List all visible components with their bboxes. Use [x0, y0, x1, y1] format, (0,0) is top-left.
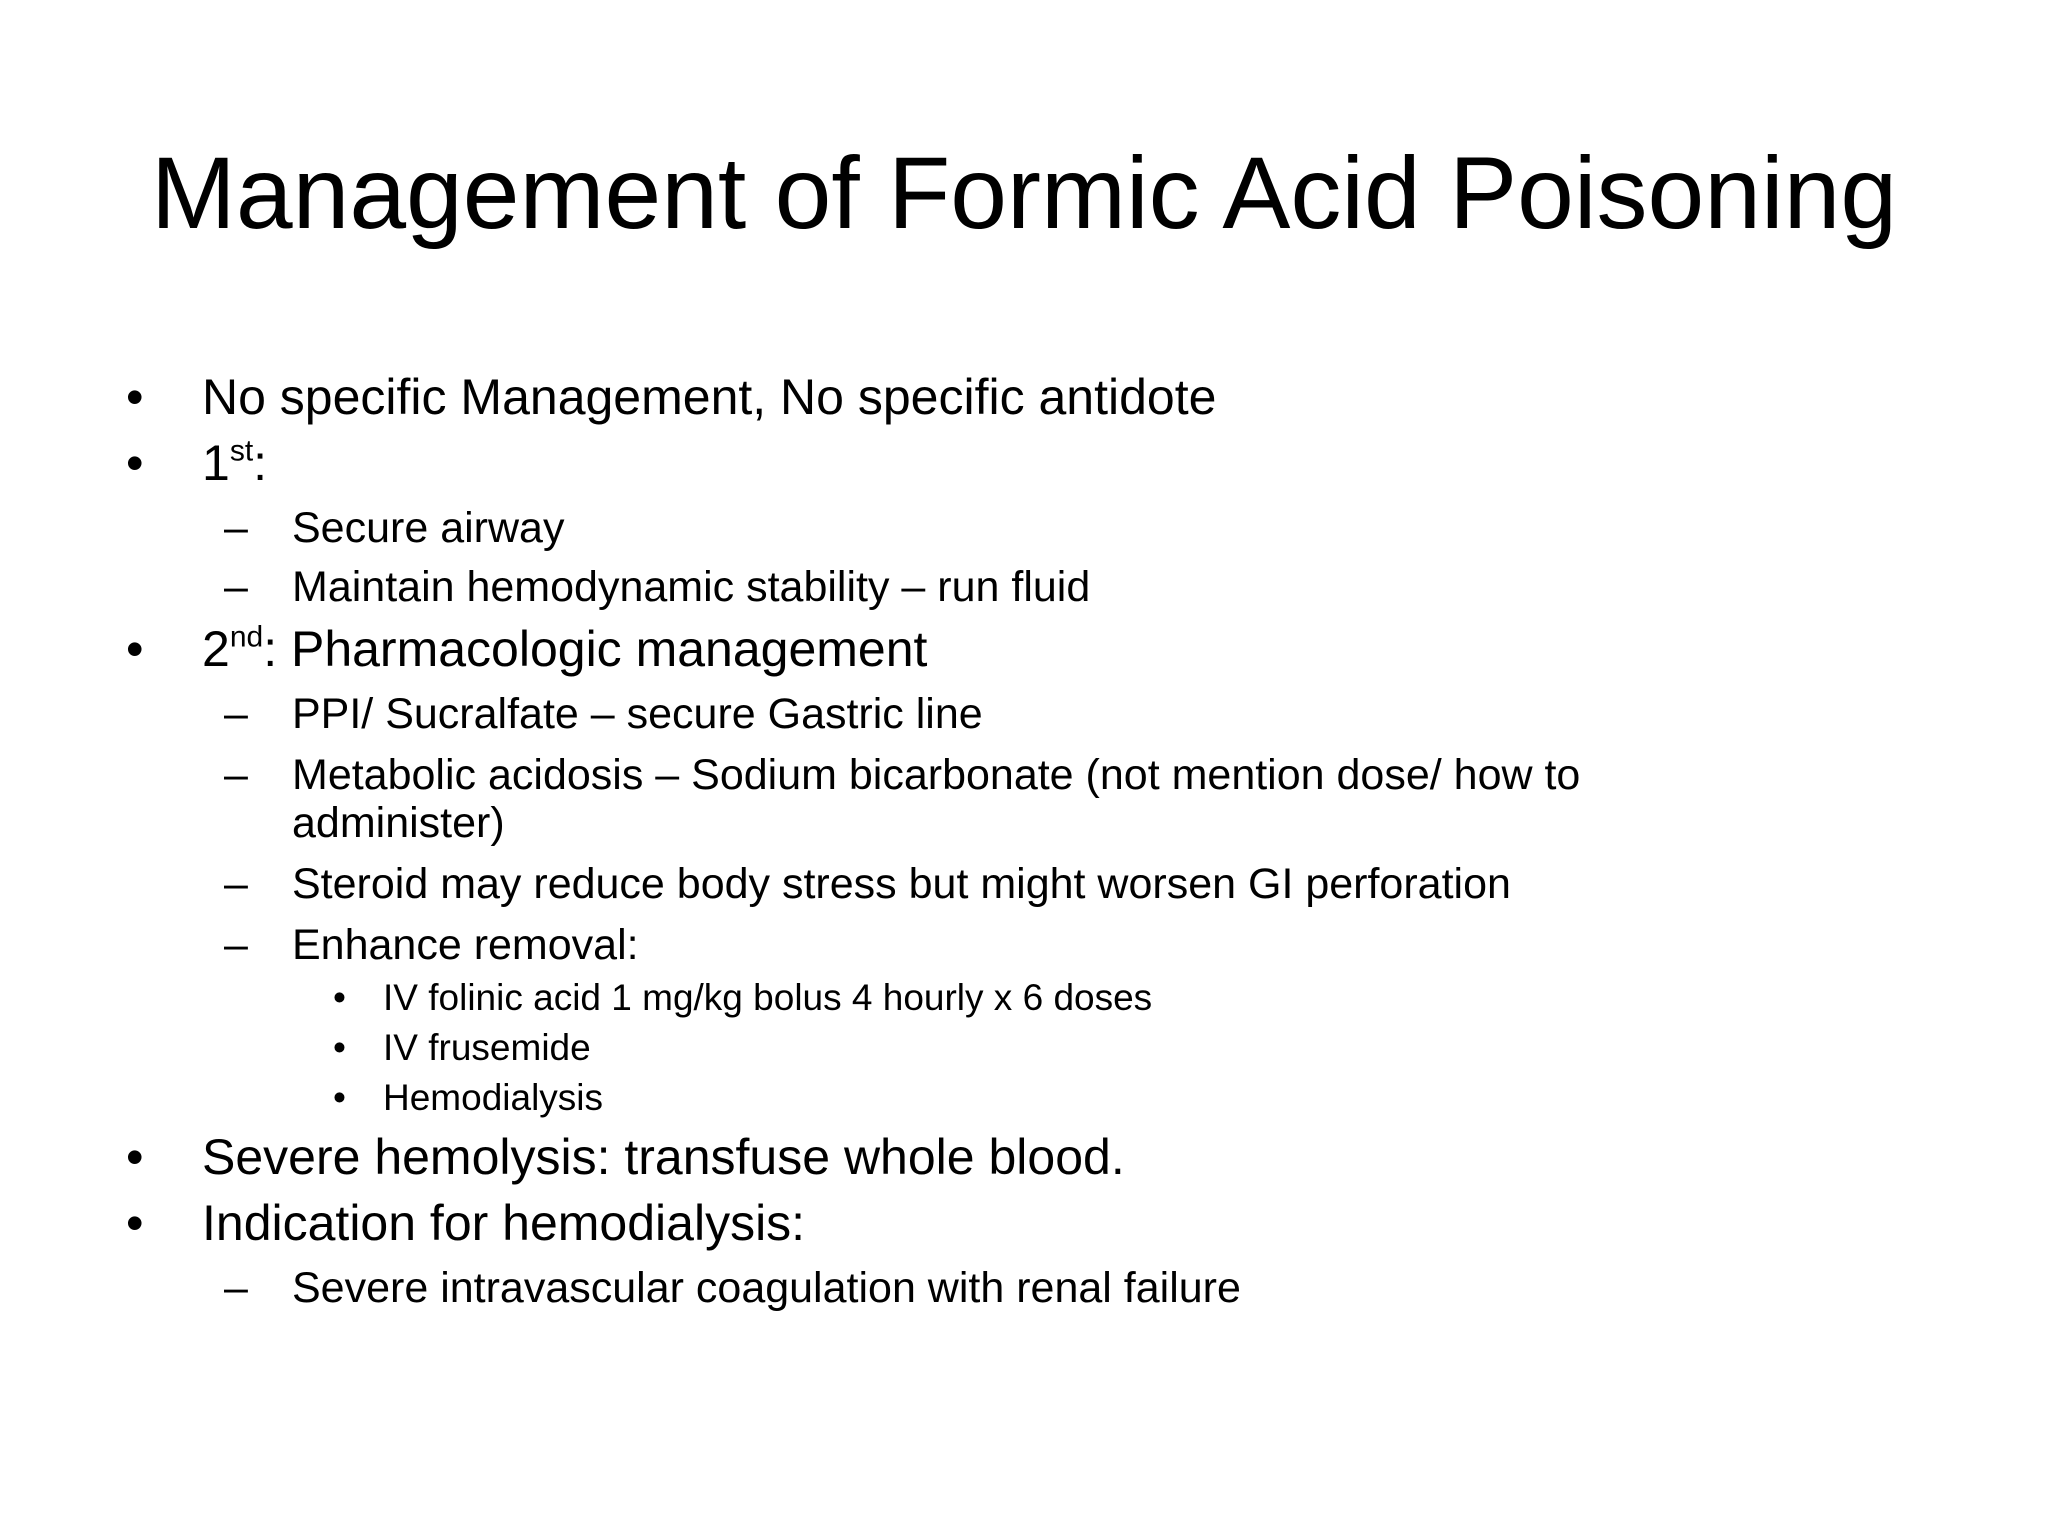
bullet-prefix: 2 — [202, 621, 230, 677]
subsubbullet-frusemide — [333, 1026, 591, 1070]
bullet-marker: • — [126, 621, 144, 677]
subsubbullet-text: IV folinic acid 1 mg/kg bolus 4 hourly x 6 doses — [383, 977, 1153, 1018]
subbullet-secure-airway — [224, 502, 565, 554]
small-bullet-marker: • — [333, 977, 346, 1018]
dash-marker: – — [224, 504, 248, 552]
subbullet-text: Steroid may reduce body stress but might worsen GI perforation — [292, 860, 1511, 908]
bullet-marker: • — [126, 1195, 144, 1251]
dash-marker: – — [224, 921, 248, 969]
bullet-prefix: 1 — [202, 435, 230, 491]
subbullet-continuation-text: administer) — [292, 799, 505, 847]
bullet-second-step — [126, 619, 928, 679]
subbullet-metabolic-acidosis-continuation — [292, 797, 505, 849]
subsubbullet-text: Hemodialysis — [383, 1077, 604, 1118]
bullet-marker: • — [126, 1129, 144, 1185]
subbullet-text: Severe intravascular coagulation with renal failure — [292, 1264, 1241, 1312]
subbullet-ppi-sucralfate — [224, 688, 983, 740]
subsubbullet-hemodialysis — [333, 1076, 604, 1120]
subbullet-maintain-hemodynamic — [224, 561, 1091, 613]
bullet-suffix: : Pharmacologic management — [263, 621, 928, 677]
bullet-no-specific-management — [126, 367, 1217, 427]
dash-marker: – — [224, 751, 248, 799]
subbullet-text: Enhance removal: — [292, 921, 639, 969]
bullet-marker: • — [126, 369, 144, 425]
subsubbullet-folinic-acid — [333, 976, 1153, 1020]
slide-title: Management of Formic Acid Poisoning — [150, 136, 1898, 250]
subbullet-text: Secure airway — [292, 504, 565, 552]
bullet-text: Severe hemolysis: transfuse whole blood. — [202, 1129, 1125, 1185]
dash-marker: – — [224, 563, 248, 611]
bullet-suffix: : — [253, 435, 268, 491]
subbullet-text: PPI/ Sucralfate – secure Gastric line — [292, 690, 983, 738]
subbullet-enhance-removal — [224, 919, 639, 971]
subbullet-severe-intravascular — [224, 1262, 1241, 1314]
bullet-first-step — [126, 433, 268, 493]
subbullet-text: Maintain hemodynamic stability – run fluid — [292, 563, 1091, 611]
dash-marker: – — [224, 860, 248, 908]
bullet-indication-hemodialysis — [126, 1193, 806, 1253]
bullet-superscript: nd — [229, 620, 264, 654]
bullet-marker: • — [126, 435, 144, 491]
subbullet-text: Metabolic acidosis – Sodium bicarbonate (not mention dose/ how to — [292, 751, 1581, 799]
bullet-text: No specific Management, No specific antidote — [202, 369, 1217, 425]
small-bullet-marker: • — [333, 1027, 346, 1068]
subsubbullet-text: IV frusemide — [383, 1027, 591, 1068]
dash-marker: – — [224, 690, 248, 738]
bullet-superscript: st — [229, 434, 254, 468]
bullet-severe-hemolysis — [126, 1127, 1125, 1187]
subbullet-steroid — [224, 858, 1511, 910]
dash-marker: – — [224, 1264, 248, 1312]
subbullet-metabolic-acidosis — [224, 749, 1581, 801]
small-bullet-marker: • — [333, 1077, 346, 1118]
bullet-text: Indication for hemodialysis: — [202, 1195, 806, 1251]
